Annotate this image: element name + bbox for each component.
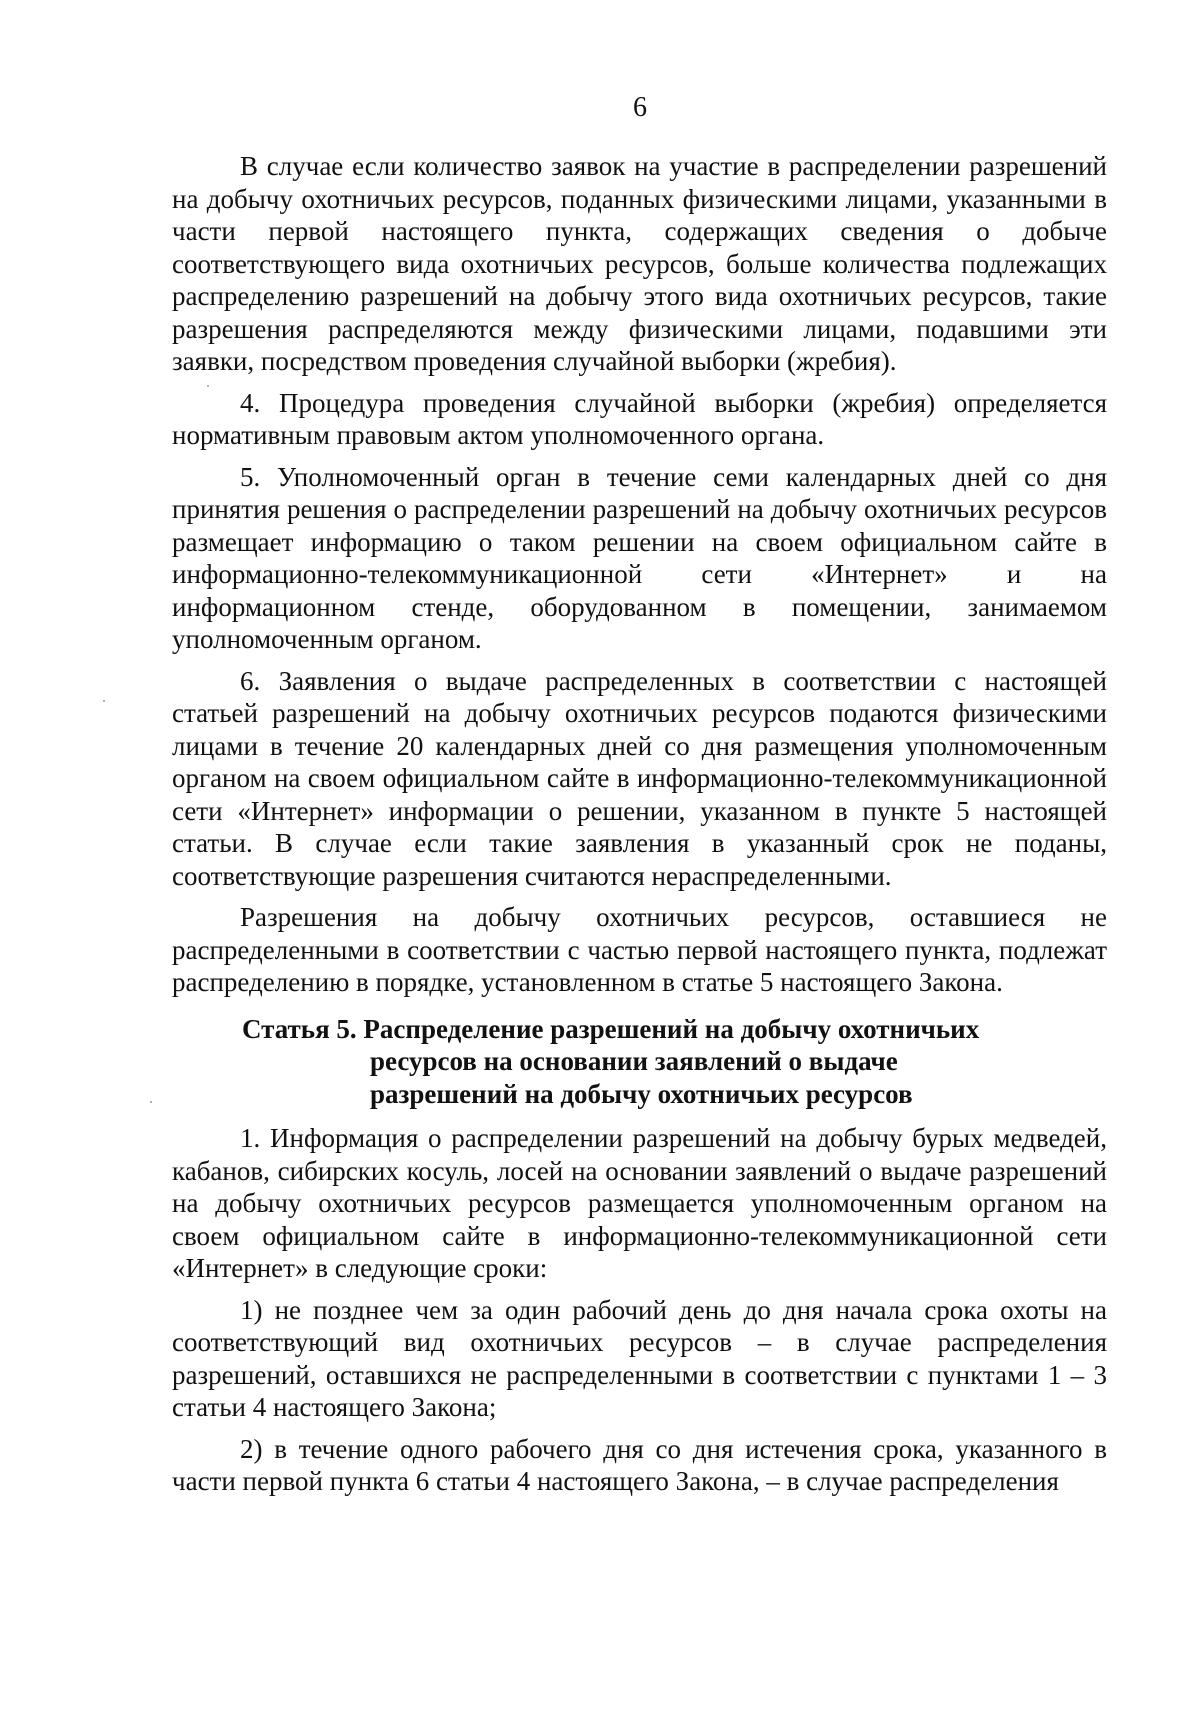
page-number: 6 <box>633 92 647 123</box>
paragraph-undistributed-permits: Разрешения на добычу охотничьих ресурсов, оставшиеся не распределенными в соответствии с частью первой настоящего пункта, подлежат распределению в порядке, установленном в статье 5 настоящего Закона. <box>172 902 1107 997</box>
scan-speck <box>103 700 105 702</box>
paragraph-item-4: 4. Процедура проведения случайной выборки (жребия) определяется нормативным правовым актом уполномоченного органа. <box>172 387 1107 450</box>
paragraph-subitem-2: 2) в течение одного рабочего дня со дня истечения срока, указанного в части первой пункта 6 статьи 4 настоящего Закона, – в случае распределения <box>172 1433 1107 1496</box>
paragraph-article-5-item-1: 1. Информация о распределении разрешений на добычу бурых медведей, кабанов, сибирских косуль, лосей на основании заявлений о выдаче разрешений на добычу охотничьих ресурсов размещается уполномоченным органом на своем официальном сайте в информационно-телекоммуникационной сети «Интернет» в следующие сроки: <box>172 1123 1107 1283</box>
paragraph-lottery-distribution: В случае если количество заявок на участие в распределении разрешений на добычу охотничьих ресурсов, поданных физическими лицами, указанными в части первой настоящего пункта, содержащих сведения о добыче соответствующего вида охотничьих ресурсов, больше количества подлежащих распределению разрешений на добычу этого вида охотничьих ресурсов, такие разрешения распределяются между физическими лицами, подавшими эти заявки, посредством проведения случайной выборки (жребия). <box>172 151 1107 376</box>
paragraph-subitem-1: 1) не позднее чем за один рабочий день до дня начала срока охоты на соответствующий вид охотничьих ресурсов – в случае распределения разрешений, оставшихся не распределенными в соответствии с пунктами 1 – 3 статьи 4 настоящего Закона; <box>172 1294 1107 1422</box>
article-heading-line: ресурсов на основании заявлений о выдаче <box>370 1046 898 1076</box>
scan-speck <box>150 1101 152 1103</box>
article-heading-line: разрешений на добычу охотничьих ресурсов <box>370 1078 913 1109</box>
paragraph-item-6: 6. Заявления о выдаче распределенных в соответствии с настоящей статьей разрешений на добычу охотничьих ресурсов подаются физическими лицами в течение 20 календарных дней со дня размещения уполномоченным органом на своем официальном сайте в информационно-телекоммуникационной сети «Интернет» информации о решении, указанном в пункте 5 настоящей статьи. В случае если такие заявления в указанный срок не поданы, соответствующие разрешения считаются нераспределенными. <box>172 665 1107 891</box>
scan-speck <box>207 385 209 387</box>
article-5-heading <box>172 1013 1107 1111</box>
article-heading-line: Статья 5. Распределение разрешений на добычу охотничьих <box>242 1013 980 1044</box>
paragraph-item-5: 5. Уполномоченный орган в течение семи календарных дней со дня принятия решения о распределении разрешений на добычу охотничьих ресурсов размещает информацию о таком решении на своем официальном сайте в информационно-телекоммуникационной сети «Интернет» и на информационном стенде, оборудованном в помещении, занимаемом уполномоченным органом. <box>172 461 1107 654</box>
document-body <box>172 150 1107 1507</box>
